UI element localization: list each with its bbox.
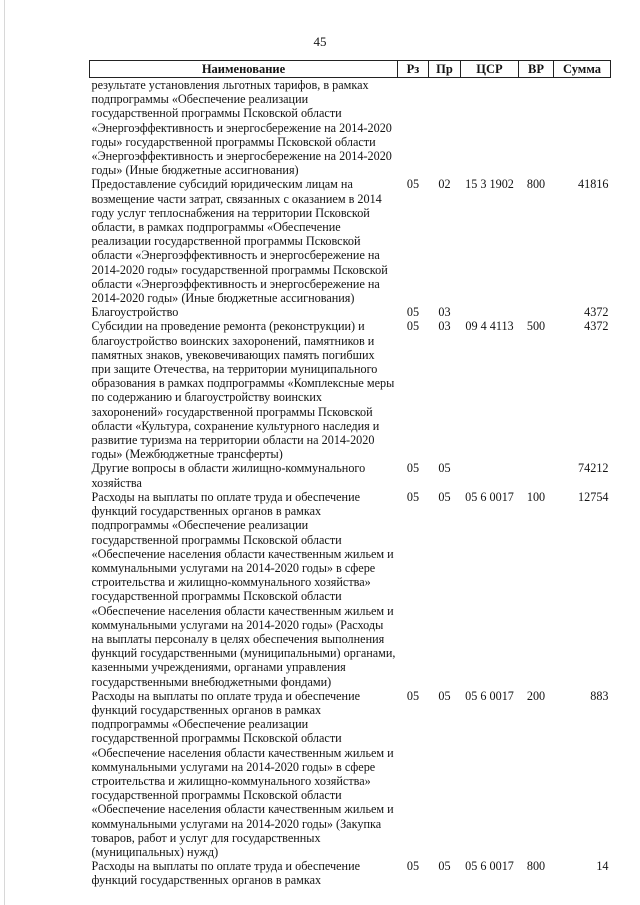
- row-vr: 500: [526, 319, 546, 334]
- row-sum: 41816: [578, 177, 609, 192]
- table-row: [90, 490, 611, 689]
- row-name: Другие вопросы в области жилищно-коммунального хозяйства: [91, 461, 366, 490]
- row-name: Благоустройство: [91, 305, 179, 320]
- row-vr: 800: [526, 859, 546, 874]
- row-vr: [519, 78, 554, 178]
- row-rz: 05: [406, 177, 420, 192]
- scan-edge: [4, 0, 5, 905]
- row-name: Расходы на выплаты по оплате труда и обеспечение функций государственных органов в рамках подпрограммы «Обеспечение реализации государственной программы Псковской области «Обеспечение населения области качественным жильем и коммунальными услугами на 2014-2020 годы» в сфере строительства и жилищно-коммунального хозяйства» государственной программы Псковской области «Обеспечение населения области качественным жильем и коммунальными услугами на 2014-2020 годы» (Расходы на выплаты персоналу в целях обеспечения выполнения функций государственными (муниципальными) органами, казенными учреждениями, органами управления государственными внебюджетными фондами): [91, 489, 396, 689]
- row-rz: 05: [406, 461, 420, 476]
- row-pr: 05: [438, 688, 451, 703]
- row-name: Расходы на выплаты по оплате труда и обеспечение функций государственных органов в рамках: [91, 859, 360, 888]
- row-name: результате установления льготных тарифов, в рамках подпрограммы «Обеспечение реализации государственной программы Псковской области «Энергоэффективность и энергосбережение на 2014-2020 годы» государственной программы Псковской области «Энергоэффективность и энергосбережение на 2014-2020 годы» (Иные бюджетные ассигнования): [91, 78, 392, 178]
- row-rz: 05: [406, 319, 420, 334]
- row-sum: 883: [590, 688, 609, 703]
- row-sum: 74212: [578, 461, 609, 476]
- row-rz: [398, 78, 429, 178]
- row-vr: 800: [526, 177, 546, 192]
- header-rz: Рз: [398, 61, 429, 78]
- header-csr: ЦСР: [461, 61, 519, 78]
- row-csr: 05 6 0017: [465, 688, 514, 703]
- row-csr: [461, 78, 519, 178]
- row-pr: 03: [438, 319, 451, 334]
- table-row: [90, 461, 611, 489]
- row-vr: [519, 461, 554, 489]
- row-sum: 12754: [578, 489, 609, 504]
- row-csr: 05 6 0017: [465, 859, 514, 874]
- row-name: Субсидии на проведение ремонта (реконструкции) и благоустройство воинских захоронений, памятников и памятных знаков, увековечивающих память погибших при защите Отечества, на территории муниципального образования в рамках подпрограммы «Комплексные меры по содержанию и благоустройству воинских захоронений» государственной программы Псковской области «Культура, сохранение культурного наследия и развитие туризма на территории области на 2014-2020 годы» (Межбюджетные трансферты): [91, 319, 395, 462]
- header-row: [90, 61, 611, 78]
- row-csr: 09 4 4113: [465, 319, 514, 334]
- header-vr: ВР: [519, 61, 554, 78]
- row-rz: 05: [406, 688, 420, 703]
- page-number: 45: [313, 34, 327, 49]
- row-pr: 02: [438, 177, 451, 192]
- header-sum: Сумма: [554, 61, 611, 78]
- row-sum: 4372: [584, 319, 609, 334]
- row-rz: 05: [406, 305, 420, 320]
- table-row: [90, 319, 611, 461]
- row-name: Расходы на выплаты по оплате труда и обеспечение функций государственных органов в рамках подпрограммы «Обеспечение реализации государственной программы Псковской области «Обеспечение населения области качественным жильем и коммунальными услугами на 2014-2020 годы» в сфере строительства и жилищно-коммунального хозяйства» государственной программы Псковской области «Обеспечение населения области качественным жильем и коммунальными услугами на 2014-2020 годы» (Закупка товаров, работ и услуг для государственных (муниципальных) нужд): [91, 688, 394, 859]
- row-pr: 05: [438, 489, 451, 504]
- table-row: [90, 305, 611, 319]
- budget-table: [89, 60, 611, 888]
- row-pr: 05: [438, 461, 451, 476]
- table-row: [90, 78, 611, 178]
- row-vr: [519, 305, 554, 319]
- row-pr: [429, 78, 461, 178]
- header-pr: Пр: [429, 61, 461, 78]
- table-row: [90, 859, 611, 887]
- row-sum: [554, 78, 611, 178]
- header-name: Наименование: [90, 61, 398, 78]
- table-row: [90, 177, 611, 305]
- row-rz: 05: [406, 489, 420, 504]
- row-rz: 05: [406, 859, 420, 874]
- table-row: [90, 689, 611, 859]
- row-name: Предоставление субсидий юридическим лицам на возмещение части затрат, связанных с оказанием в 2014 году услуг теплоснабжения на территории Псковской области, в рамках подпрограммы «Обеспечение реализации государственной программы Псковской области «Энергоэффективность и энергосбережение на 2014-2020 годы» государственной программы Псковской области «Энергоэффективность и энергосбережение на 2014-2020 годы» (Иные бюджетные ассигнования): [91, 177, 388, 306]
- row-vr: 100: [526, 489, 546, 504]
- row-sum: 14: [596, 859, 609, 874]
- table-body: [90, 78, 611, 888]
- table-header: [90, 61, 611, 78]
- row-pr: 05: [438, 859, 451, 874]
- row-pr: 03: [438, 305, 451, 320]
- row-vr: 200: [526, 688, 546, 703]
- row-csr: 15 3 1902: [465, 177, 514, 192]
- row-csr: [461, 461, 519, 489]
- row-csr: 05 6 0017: [465, 489, 514, 504]
- row-csr: [461, 305, 519, 319]
- row-sum: 4372: [584, 305, 609, 320]
